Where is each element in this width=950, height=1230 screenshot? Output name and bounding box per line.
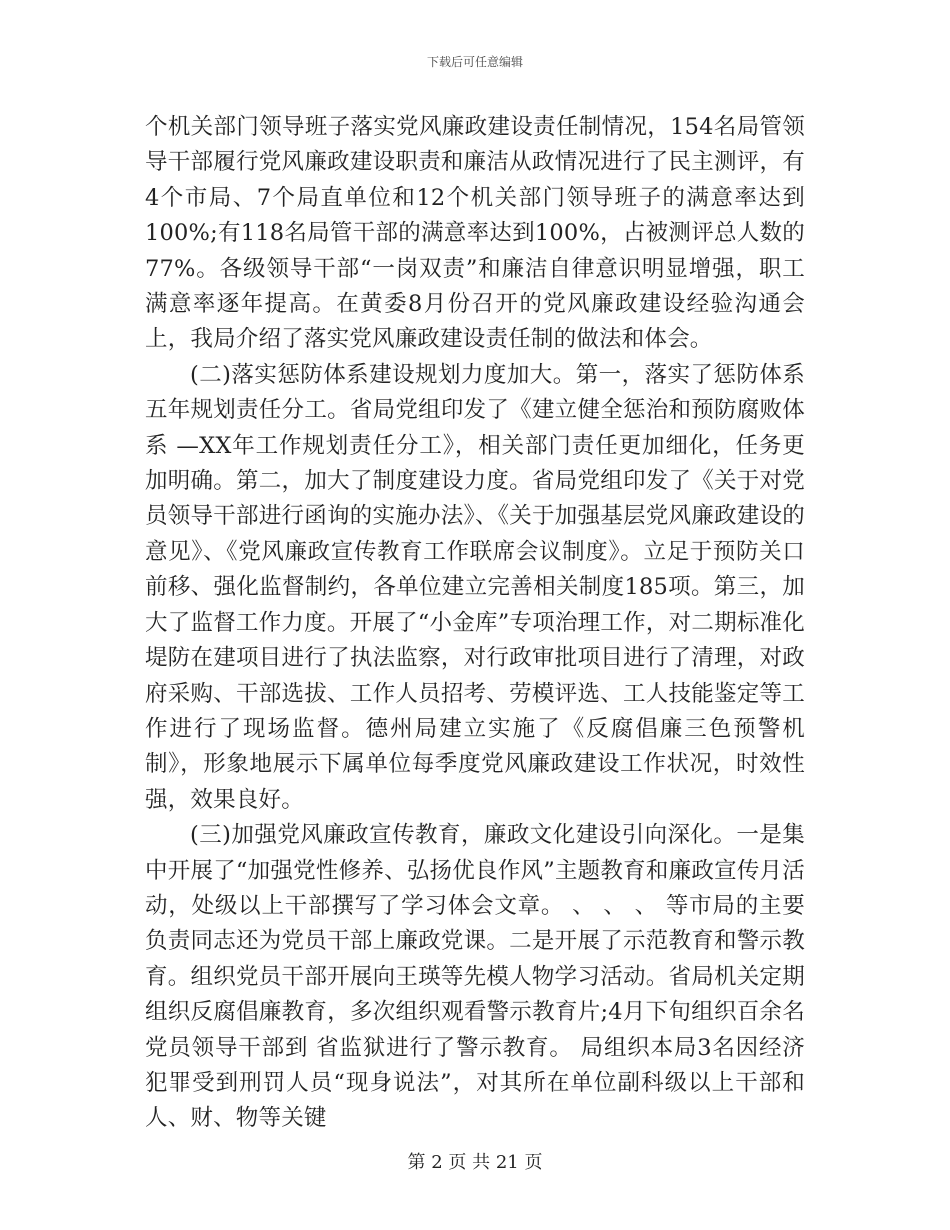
paragraph-3: (三)加强党风廉政宣传教育，廉政文化建设引向深化。一是集中开展了“加强党性修养、弘扬优良作风”主题教育和廉政宣传月活动，处级以上干部撰写了学习体会文章。 、 、 、 等市局的主要负责同志还为党员干部上廉政党课。二是开展了示范教育和警示教育。组织党员干部开展向王瑛等先模人物学习活动。省局机关定期组织反腐倡廉教育，多次组织观看警示教育片;4月下旬组织百余名党员领导干部到 省监狱进行了警示教育。 局组织本局3名因经济犯罪受到刑罚人员“现身说法”，对其所在单位副科级以上干部和人、财、物等关键 — [145, 822, 805, 1132]
document-body — [145, 110, 805, 1137]
page-header: 下载后可任意编辑 — [426, 55, 523, 69]
paragraph-2: (二)落实惩防体系建设规划力度加大。第一，落实了惩防体系五年规划责任分工。省局党组印发了《建立健全惩治和预防腐败体系 —XX年工作规划责任分工》，相关部门责任更加细化，任务更加明确。第二，加大了制度建设力度。省局党组印发了《关于对党员领导干部进行函询的实施办法》、《关于加强基层党风廉政建设的意见》、《党风廉政宣传教育工作联席会议制度》。立足于预防关口前移、强化监督制约，各单位建立完善相关制度185项。第三，加大了监督工作力度。开展了“小金库”专项治理工作，对二期标准化堤防在建项目进行了执法监察，对行政审批项目进行了清理，对政府采购、干部选拔、工作人员招考、劳模评选、工人技能鉴定等工作进行了现场监督。德州局建立实施了《反腐倡廉三色预警机制》，形象地展示下属单位每季度党风廉政建设工作状况，时效性强，效果良好。 — [145, 361, 805, 813]
paragraph-1: 个机关部门领导班子落实党风廉政建设责任制情况，154名局管领导干部履行党风廉政建设职责和廉洁从政情况进行了民主测评，有4个市局、7个局直单位和12个机关部门领导班子的满意率达到100%;有118名局管干部的满意率达到100%，占被测评总人数的77%。各级领导干部“一岗双责”和廉洁自律意识明显增强，职工满意率逐年提高。在黄委8月份召开的党风廉政建设经验沟通会上，我局介绍了落实党风廉政建设责任制的做法和体会。 — [145, 114, 805, 353]
page-footer: 第 2 页 共 21 页 — [407, 1152, 543, 1173]
